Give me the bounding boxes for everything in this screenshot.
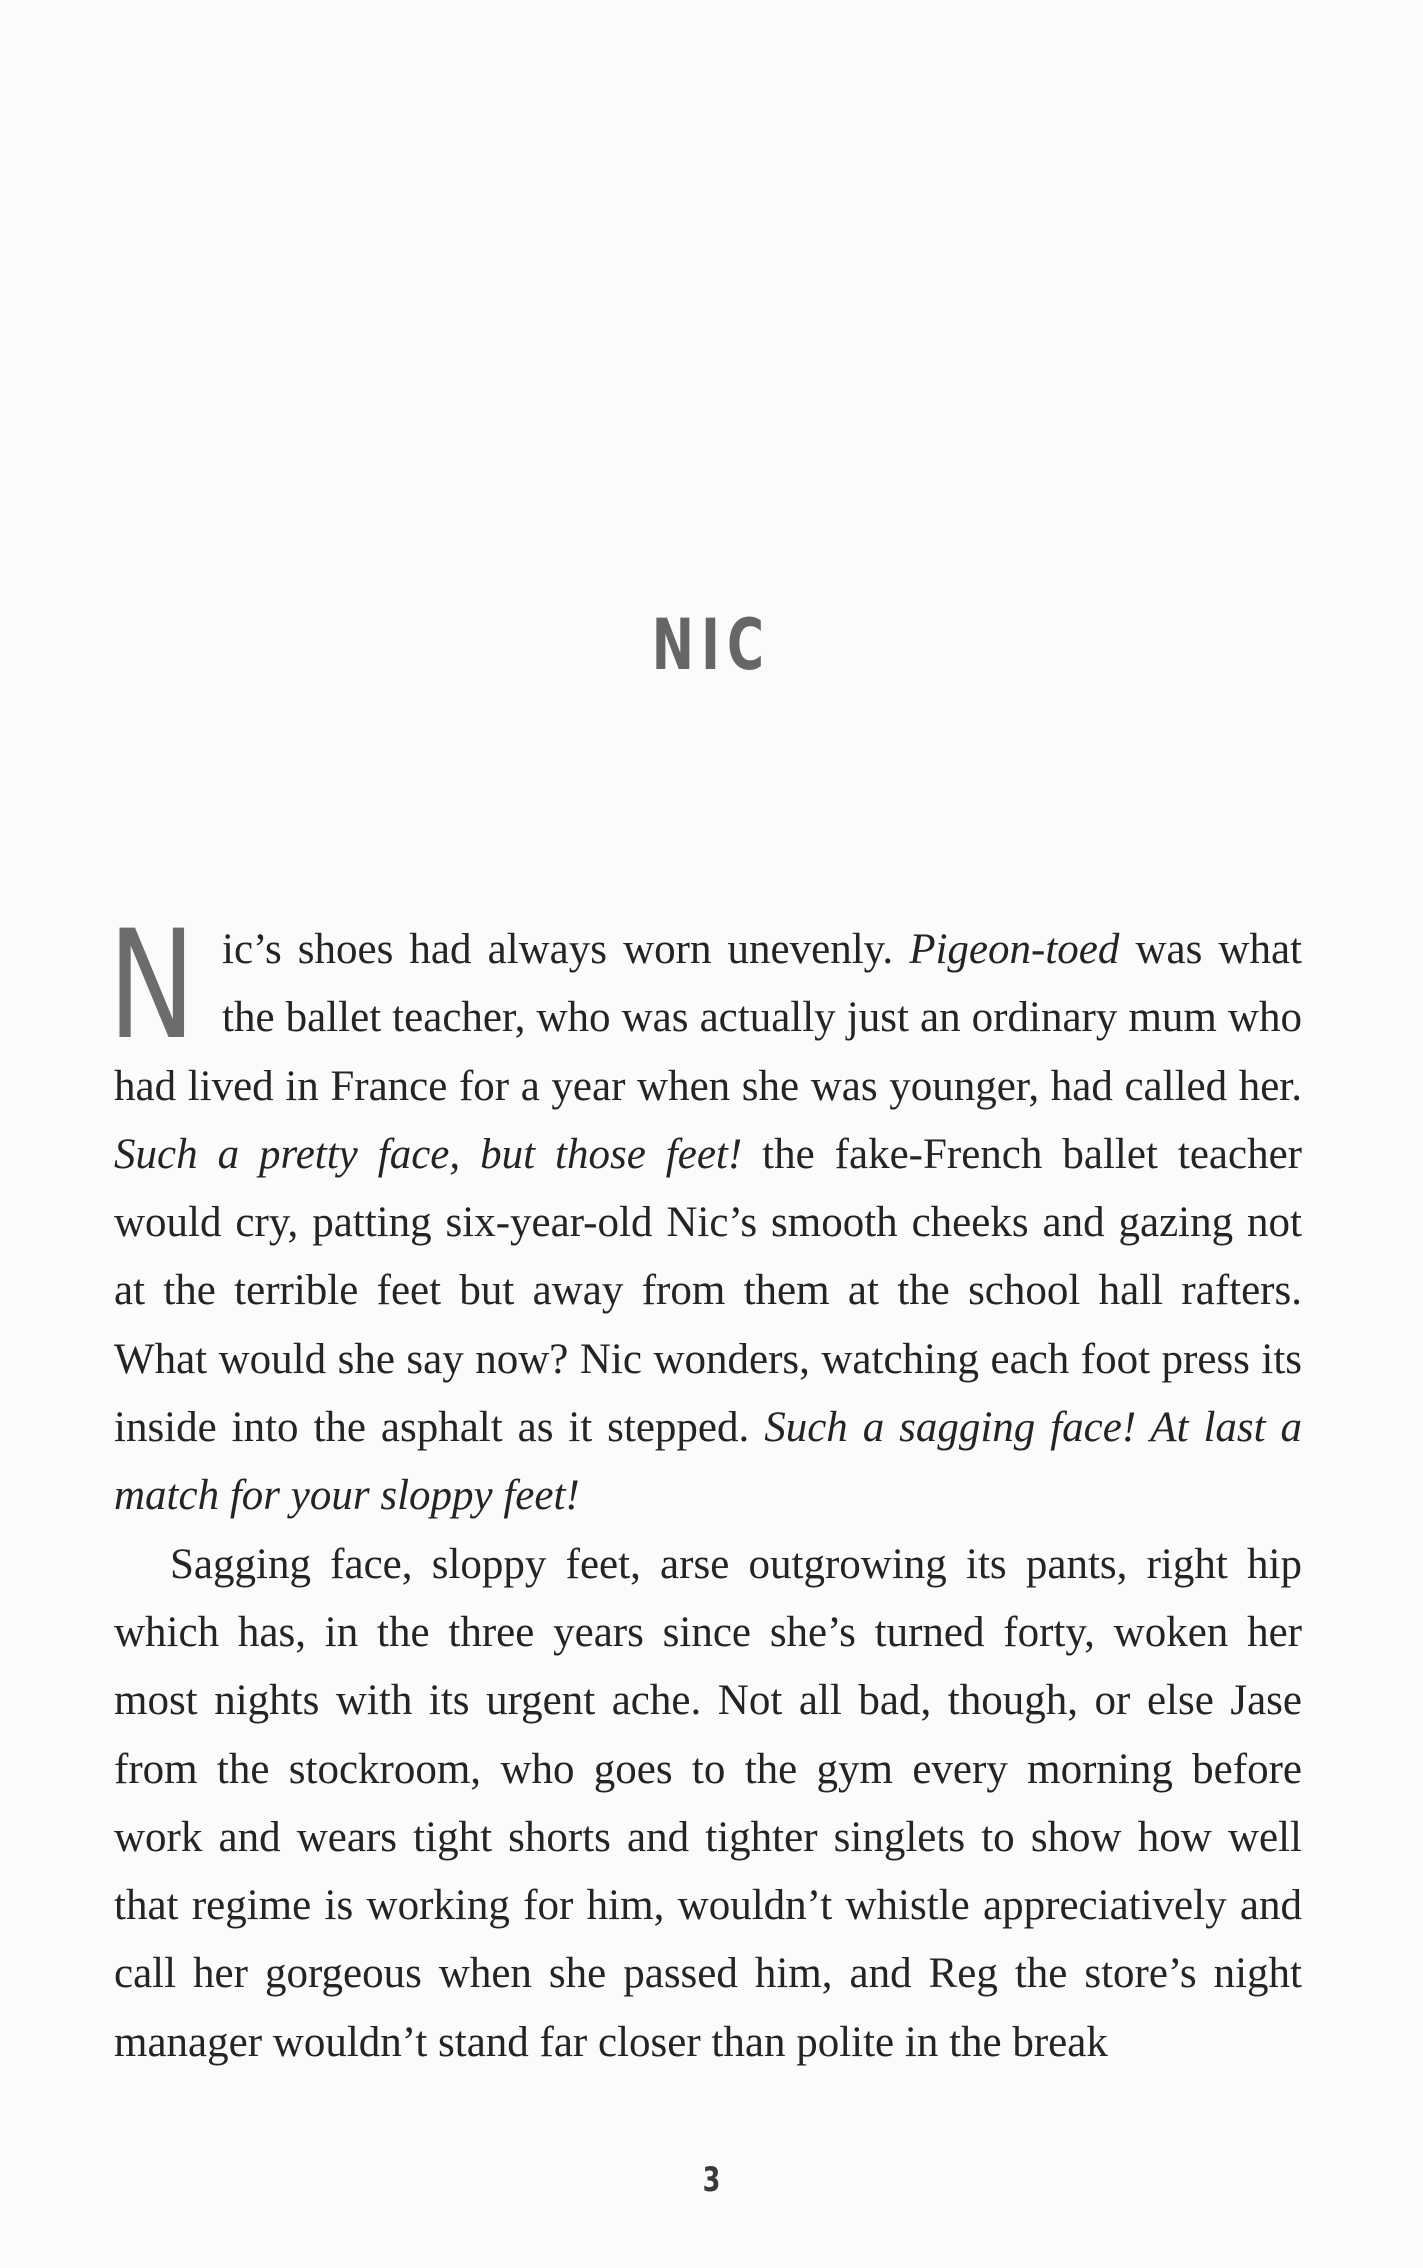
paragraph-1-text-3: the fake-French ballet teacher would cry, patting six-year-old Nic’s smooth cheeks and gazing not at the terrible feet but away from them at the school hall rafters. What would she say now? Nic wonders, watching each foot press its inside into the asphalt as it stepped. [114, 1130, 1302, 1452]
paragraph-1-italic-1: Pigeon-toed [909, 926, 1120, 973]
paragraph-1-italic-2: Such a pretty face, but those feet! [114, 1130, 743, 1178]
drop-cap: N [108, 899, 196, 1073]
paragraph-2: Sagging face, sloppy feet, arse outgrowing its pants, right hip which has, in the three years since she’s turned forty, woken her most nights with its urgent ache. Not all bad, though, or else Jase from the stockroom, who goes to the gym every morning before work and wears tight shorts and tighter singlets to show how well that regime is working for him, wouldn’t whistle appreciatively and call her gorgeous when she passed him, and Reg the store’s night manager wouldn’t stand far closer than polite in the break [114, 1540, 1302, 2066]
paragraph-1 [108, 899, 1302, 1531]
chapter-title: NIC [651, 604, 772, 686]
page-number: 3 [702, 2160, 721, 2200]
paragraph-1-text-1: ic’s shoes had always worn unevenly. [222, 926, 910, 973]
body-text [108, 899, 1302, 2077]
paragraph-1-italic-3: Such a sagging face! At last a match for your sloppy feet! [114, 1404, 1302, 1520]
paragraph-1-text-2: was what the ballet teacher, who was actually just an ordinary mum who had lived in France for a year when she was younger, had called her. [114, 926, 1302, 1110]
